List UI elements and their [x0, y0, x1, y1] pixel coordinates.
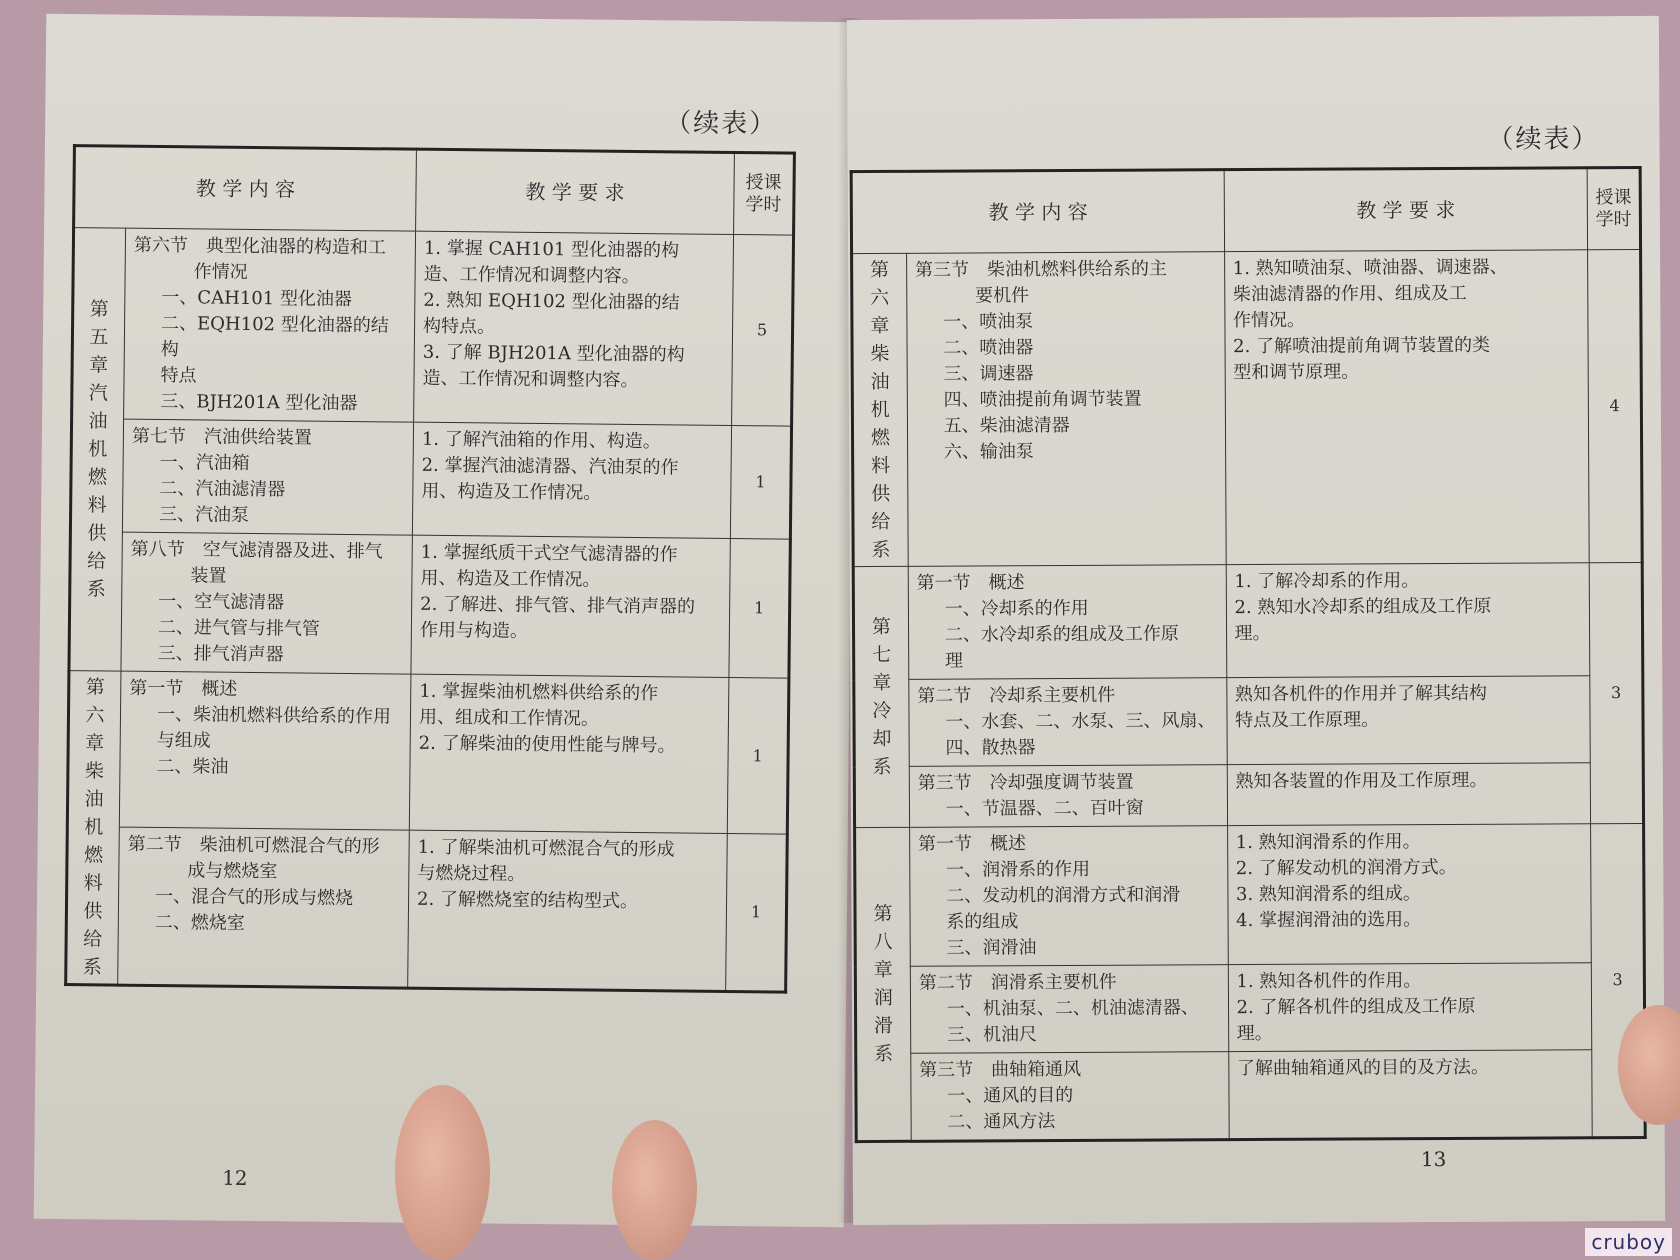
section-requirements — [408, 830, 728, 991]
teaching-hours: 4 — [1588, 249, 1642, 562]
section-item: 系的组成 — [946, 911, 1019, 933]
section-title: 第三节 冷却强度调节装置 — [917, 771, 1134, 794]
chapter-char: 给 — [86, 550, 107, 573]
section-item: 二、汽油滤清器 — [159, 478, 286, 501]
requirement-line: 1. 熟知润滑系的作用。 — [1235, 831, 1421, 854]
chapter-char: 润 — [873, 986, 893, 1010]
requirement-line: 用、构造及工作情况。 — [420, 567, 601, 591]
requirement-line: 1. 掌握 CAH101 型化油器的构 — [423, 237, 680, 262]
requirement-line: 造、工作情况和调整内容。 — [423, 263, 640, 288]
requirement-line: 理。 — [1234, 622, 1271, 645]
section-item: 三、排气消声器 — [157, 642, 284, 666]
requirement-line: 2. 了解进、排气管、排气消声器的 — [420, 593, 696, 618]
chapter-label — [855, 827, 911, 1141]
chapter-char: 章 — [85, 732, 105, 755]
chapter-char: 供 — [87, 522, 107, 545]
teaching-hours: 1 — [730, 425, 791, 539]
section-content — [906, 252, 1225, 567]
requirement-line: 3. 熟知润滑系的组成。 — [1235, 883, 1421, 906]
chapter-char: 料 — [87, 494, 107, 517]
requirement-line: 了解曲轴箱通风的目的及方法。 — [1236, 1056, 1489, 1080]
chapter-char: 给 — [871, 510, 891, 534]
requirement-line: 2. 熟知 EQH102 型化油器的结 — [423, 289, 680, 314]
requirement-line: 1. 熟知喷油泵、喷油器、调速器、 — [1232, 256, 1508, 280]
section-item: 一、喷油泵 — [943, 311, 1034, 333]
section-item: 一、CAH101 型化油器 — [161, 287, 353, 311]
section-requirements — [1224, 250, 1589, 565]
section-item: 二、喷油器 — [943, 337, 1034, 359]
chapter-char: 系 — [872, 755, 892, 779]
table-row — [854, 762, 1643, 827]
chapter-char: 第 — [89, 298, 109, 321]
header-hours: 授课学时 — [734, 153, 795, 236]
chapter-char: 六 — [870, 286, 890, 310]
section-title: 成与燃烧室 — [187, 860, 278, 883]
table-row — [852, 249, 1643, 566]
chapter-char: 油 — [870, 370, 890, 394]
section-content — [911, 1052, 1229, 1142]
chapter-char: 料 — [83, 872, 103, 895]
section-item: 一、柴油机燃料供给系的作用 — [156, 703, 392, 728]
chapter-char: 供 — [871, 482, 891, 506]
requirement-line: 理。 — [1236, 1022, 1273, 1045]
chapter-char: 冷 — [872, 699, 892, 723]
chapter-char: 汽 — [88, 382, 108, 405]
requirement-line: 1. 掌握柴油机燃料供给系的作 — [419, 680, 659, 705]
requirement-line: 2. 了解发动机的润滑方式。 — [1235, 856, 1457, 880]
section-requirements — [1228, 1050, 1592, 1140]
section-requirements — [1227, 763, 1591, 826]
chapter-char: 八 — [873, 930, 893, 954]
section-item: 特点 — [160, 365, 197, 387]
chapter-char: 机 — [84, 816, 104, 839]
requirement-line: 与燃烧过程。 — [417, 863, 526, 886]
section-item: 二、柴油 — [156, 755, 229, 778]
section-content — [121, 532, 412, 674]
chapter-char: 第 — [871, 615, 891, 639]
table-row — [70, 419, 791, 540]
section-item: 二、发动机的润滑方式和润滑 — [946, 884, 1181, 907]
chapter-label — [852, 253, 908, 566]
section-item: 理 — [944, 650, 964, 672]
chapter-char: 料 — [871, 454, 891, 478]
chapter-char: 柴 — [870, 342, 890, 366]
section-title: 第六节 典型化油器的构造和工 — [133, 234, 387, 259]
section-content — [910, 965, 1228, 1054]
section-requirements — [1226, 676, 1590, 765]
section-item: 二、通风方法 — [947, 1111, 1056, 1133]
table-row — [854, 675, 1643, 766]
requirement-line: 1. 掌握纸质干式空气滤清器的作 — [420, 541, 678, 566]
section-title: 第一节 概述 — [916, 572, 1025, 594]
section-requirements — [412, 422, 731, 538]
requirement-line: 熟知各机件的作用并了解其结构 — [1234, 682, 1488, 706]
section-item: 一、通风的目的 — [947, 1084, 1074, 1107]
section-item: 四、散热器 — [945, 737, 1036, 759]
table-row — [69, 532, 790, 679]
chapter-char: 机 — [88, 438, 108, 461]
section-item: 三、调速器 — [943, 363, 1034, 385]
requirement-line: 2. 掌握汽油滤清器、汽油泵的作 — [421, 454, 679, 479]
section-item: 一、水套、二、水泵、三、风扇、 — [945, 710, 1216, 733]
section-requirements — [1228, 963, 1592, 1052]
right-page — [847, 16, 1665, 1225]
requirement-line: 作用与构造。 — [419, 619, 529, 642]
section-item: 三、润滑油 — [946, 937, 1037, 959]
teaching-hours: 1 — [727, 677, 789, 834]
chapter-char: 系 — [86, 578, 106, 601]
page-number: 13 — [1420, 1147, 1447, 1172]
chapter-char: 五 — [89, 326, 109, 349]
table-row — [66, 827, 788, 992]
section-title: 第三节 柴油机燃料供给系的主 — [914, 258, 1167, 281]
curriculum-table — [64, 144, 796, 994]
requirement-line: 用、组成和工作情况。 — [418, 706, 600, 730]
teaching-hours: 1 — [726, 834, 788, 992]
chapter-char: 第 — [85, 676, 105, 699]
chapter-char: 柴 — [84, 760, 105, 783]
section-item: 二、进气管与排气管 — [157, 616, 321, 640]
requirement-line: 2. 了解喷油提前角调节装置的类 — [1233, 334, 1491, 358]
chapter-label — [66, 671, 121, 986]
header-requirements: 教 学 要 求 — [416, 149, 735, 234]
section-item: 一、润滑系的作用 — [946, 858, 1091, 881]
section-item: 六、输油泵 — [943, 441, 1034, 463]
chapter-char: 滑 — [873, 1014, 894, 1038]
header-content: 教 学 内 容 — [851, 170, 1224, 254]
section-content — [908, 565, 1226, 680]
table-row — [856, 1049, 1645, 1141]
continued-label: （续表） — [665, 108, 778, 140]
section-title: 装置 — [190, 565, 227, 587]
chapter-char: 章 — [873, 958, 893, 982]
requirement-line: 作情况。 — [1232, 309, 1306, 332]
section-item: 三、BJH201A 型化油器 — [160, 391, 358, 415]
chapter-char: 供 — [83, 900, 103, 923]
section-title: 要机件 — [975, 285, 1030, 307]
requirement-line: 特点及工作原理。 — [1235, 709, 1380, 732]
watermark: cruboy — [1585, 1228, 1672, 1256]
section-item: 三、汽油泵 — [158, 504, 250, 526]
section-requirements — [414, 231, 734, 425]
header-content: 教 学 内 容 — [74, 146, 417, 232]
chapter-char: 六 — [85, 704, 105, 727]
table-row — [853, 562, 1643, 679]
teaching-hours: 3 — [1590, 562, 1644, 823]
requirement-line: 型和调节原理。 — [1233, 361, 1360, 384]
requirement-line: 1. 熟知各机件的作用。 — [1236, 970, 1422, 993]
requirement-line: 1. 了解冷却系的作用。 — [1234, 570, 1420, 593]
thumb — [612, 1120, 697, 1260]
section-title: 第三节 曲轴箱通风 — [919, 1058, 1082, 1081]
left-page — [34, 14, 857, 1227]
requirement-line: 1. 了解柴油机可燃混合气的形成 — [417, 837, 675, 861]
section-item: 与组成 — [156, 729, 211, 752]
section-content — [909, 765, 1227, 828]
chapter-char: 章 — [89, 354, 109, 377]
section-requirements — [411, 535, 730, 677]
requirement-line: 2. 熟知水冷却系的组成及工作原 — [1234, 595, 1492, 619]
section-content — [118, 827, 410, 988]
section-item: 四、喷油提前角调节装置 — [943, 388, 1142, 411]
chapter-char: 燃 — [83, 844, 104, 867]
header-hours: 授课学时 — [1588, 167, 1641, 249]
chapter-label — [853, 566, 909, 827]
section-item: 一、混合气的形成与燃烧 — [154, 886, 354, 910]
section-title: 第七节 汽油供给装置 — [131, 425, 313, 449]
requirement-line: 柴油滤清器的作用、组成及工 — [1232, 282, 1467, 306]
curriculum-table — [850, 166, 1647, 1143]
chapter-char: 油 — [84, 788, 104, 811]
section-title: 作情况 — [193, 261, 248, 283]
chapter-char: 燃 — [87, 466, 108, 489]
section-content — [122, 419, 413, 535]
chapter-char: 系 — [82, 956, 102, 979]
chapter-char: 系 — [874, 1042, 894, 1066]
requirement-line: 4. 掌握润滑油的选用。 — [1236, 909, 1422, 932]
chapter-char: 却 — [872, 727, 892, 751]
section-item: 五、柴油滤清器 — [943, 414, 1070, 437]
chapter-char: 第 — [873, 902, 893, 926]
header-requirements: 教 学 要 求 — [1224, 168, 1588, 252]
section-item: 三、机油尺 — [946, 1024, 1038, 1046]
chapter-char: 燃 — [870, 426, 890, 450]
section-item: 一、机油泵、二、机油滤清器、 — [946, 997, 1199, 1020]
table-row — [72, 228, 794, 427]
section-title: 第二节 柴油机可燃混合气的形 — [127, 833, 380, 858]
section-title: 第一节 概述 — [917, 833, 1027, 855]
table-row — [855, 823, 1645, 966]
section-item: 一、空气滤清器 — [158, 590, 285, 614]
requirement-line: 熟知各装置的作用及工作原理。 — [1235, 769, 1488, 793]
section-requirements — [1227, 824, 1592, 965]
section-item: 二、水冷却系的组成及工作原 — [944, 623, 1179, 646]
section-content — [909, 826, 1228, 967]
requirement-line: 用、构造及工作情况。 — [421, 480, 602, 504]
teaching-hours: 1 — [729, 538, 790, 678]
section-title: 第二节 冷却系主要机件 — [917, 684, 1116, 707]
requirement-line: 2. 了解柴油的使用性能与牌号。 — [418, 732, 676, 757]
section-title: 第八节 空气滤清器及进、排气 — [130, 538, 383, 563]
continued-label: （续表） — [1487, 124, 1600, 155]
section-item: 一、节温器、二、百叶窗 — [945, 797, 1144, 820]
section-item: 二、EQH102 型化油器的结构 — [160, 313, 389, 361]
requirement-line: 1. 了解汽油箱的作用、构造。 — [421, 428, 661, 453]
section-item: 二、燃烧室 — [154, 912, 245, 935]
requirement-line: 3. 了解 BJH201A 型化油器的构 — [422, 341, 685, 366]
table-row — [67, 671, 789, 835]
teaching-hours: 5 — [732, 235, 794, 427]
section-content — [119, 671, 411, 830]
section-item: 一、冷却系的作用 — [944, 597, 1089, 620]
chapter-char: 机 — [870, 398, 890, 422]
requirement-line: 造、工作情况和调整内容。 — [422, 367, 639, 392]
chapter-char: 章 — [870, 314, 890, 338]
section-requirements — [409, 674, 729, 834]
requirement-line: 构特点。 — [422, 315, 496, 338]
section-content — [909, 678, 1227, 767]
teaching-hours: 3 — [1591, 823, 1645, 1137]
section-content — [124, 228, 416, 422]
requirement-line: 2. 了解各机件的组成及工作原 — [1236, 995, 1476, 1019]
section-title: 第一节 概述 — [129, 677, 238, 700]
chapter-char: 系 — [871, 538, 891, 562]
chapter-char: 七 — [871, 643, 892, 667]
chapter-char: 第 — [869, 258, 890, 282]
thumb — [395, 1085, 490, 1260]
section-title: 第二节 润滑系主要机件 — [918, 971, 1117, 994]
chapter-char: 油 — [88, 410, 108, 433]
table-row — [855, 962, 1644, 1053]
chapter-char: 章 — [872, 671, 892, 695]
page-number: 12 — [222, 1165, 248, 1190]
chapter-label — [69, 228, 126, 672]
requirement-line: 2. 了解燃烧室的结构型式。 — [416, 889, 639, 913]
section-requirements — [1226, 563, 1590, 678]
chapter-char: 给 — [83, 928, 103, 951]
section-item: 一、汽油箱 — [159, 452, 250, 474]
